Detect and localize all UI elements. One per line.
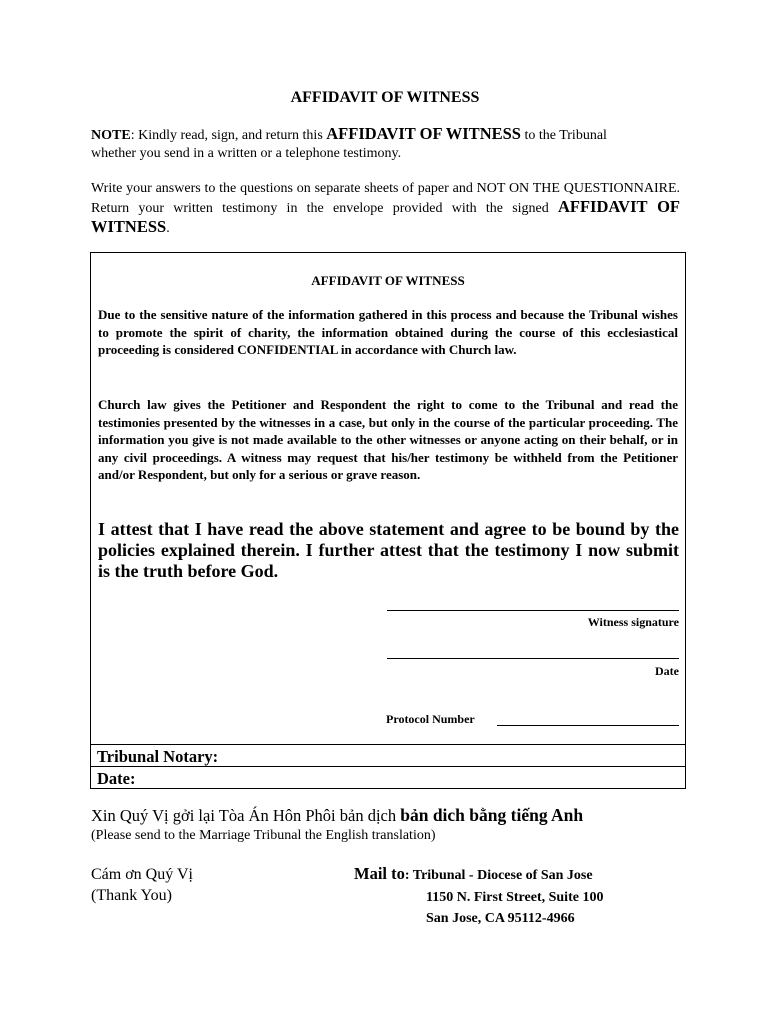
instructions-paragraph <box>91 180 680 238</box>
vietnamese-emphasis: bản dich bằng tiếng Anh <box>400 805 584 825</box>
notary-date-label: Date: <box>97 769 136 788</box>
notary-date-row[interactable] <box>91 766 685 789</box>
mail-to <box>354 864 593 884</box>
protocol-number-line[interactable] <box>497 725 679 726</box>
note-label: NOTE <box>91 128 131 143</box>
witness-signature-line[interactable] <box>387 610 679 611</box>
note-text-end: to the Tribunal <box>520 128 607 143</box>
date-label: Date <box>655 664 679 678</box>
attestation-statement: I attest that I have read the above statement and agree to be bound by the policies explained therein. I further attest that the testimony I now submit is the truth before God. <box>98 519 679 581</box>
mailing-address <box>426 887 603 929</box>
english-translation-request: (Please send to the Marriage Tribunal the English translation) <box>91 828 436 843</box>
affidavit-box <box>90 252 686 789</box>
vietnamese-request <box>91 805 583 826</box>
confidentiality-paragraph: Due to the sensitive nature of the information gathered in this process and because the Tribunal wishes to promote the spirit of charity, the information obtained during the course of this ecclesiastical proceeding is considered CONFIDENTIAL in accordance with Church law. <box>98 307 678 358</box>
thank-you <box>91 864 193 906</box>
church-law-paragraph: Church law gives the Petitioner and Respondent the right to come to the Tribunal and read the testimonies presented by the witnesses in a case, but only in the course of the particular proceeding. The information you give is not made available to the other witnesses or anyone acting on their behalf, or in any civil proceedings. A witness may request that his/her testimony be withheld from the Petitioner and/or Respondent, but only for a serious or grave reason. <box>98 397 678 483</box>
witness-signature-label: Witness signature <box>587 615 679 629</box>
instructions-emphasis: AFFIDAVIT OF WITNESS <box>91 197 680 236</box>
address-line-1: 1150 N. First Street, Suite 100 <box>426 890 604 905</box>
instructions-end: . <box>166 221 170 236</box>
date-line[interactable] <box>387 658 679 659</box>
box-title: AFFIDAVIT OF WITNESS <box>311 273 465 288</box>
tribunal-notary-label: Tribunal Notary: <box>97 747 219 766</box>
tribunal-notary-row[interactable] <box>91 744 685 767</box>
note-paragraph <box>91 125 691 163</box>
protocol-number-label: Protocol Number <box>386 712 475 726</box>
thank-you-vietnamese: Cám ơn Quý Vị <box>91 866 193 883</box>
mail-to-organization: : Tribunal - Diocese of San Jose <box>404 868 593 883</box>
mail-to-label: Mail to <box>354 864 405 883</box>
address-line-2: San Jose, CA 95112-4966 <box>426 911 575 926</box>
thank-you-english: (Thank You) <box>91 887 172 904</box>
note-emphasis: AFFIDAVIT OF WITNESS <box>326 124 521 143</box>
instructions-text: Write your answers to the questions on separate sheets of paper and NOT ON THE QUESTIONNAIRE. Return your written testimony in the envelope provided with the signed <box>91 181 680 216</box>
note-line-2: whether you send in a written or a telephone testimony. <box>91 146 402 161</box>
vietnamese-text: Xin Quý Vị gởi lại Tòa Án Hôn Phôi bản dịch <box>91 806 401 825</box>
note-text: : Kindly read, sign, and return this <box>130 128 327 143</box>
page-title: AFFIDAVIT OF WITNESS <box>290 89 480 106</box>
